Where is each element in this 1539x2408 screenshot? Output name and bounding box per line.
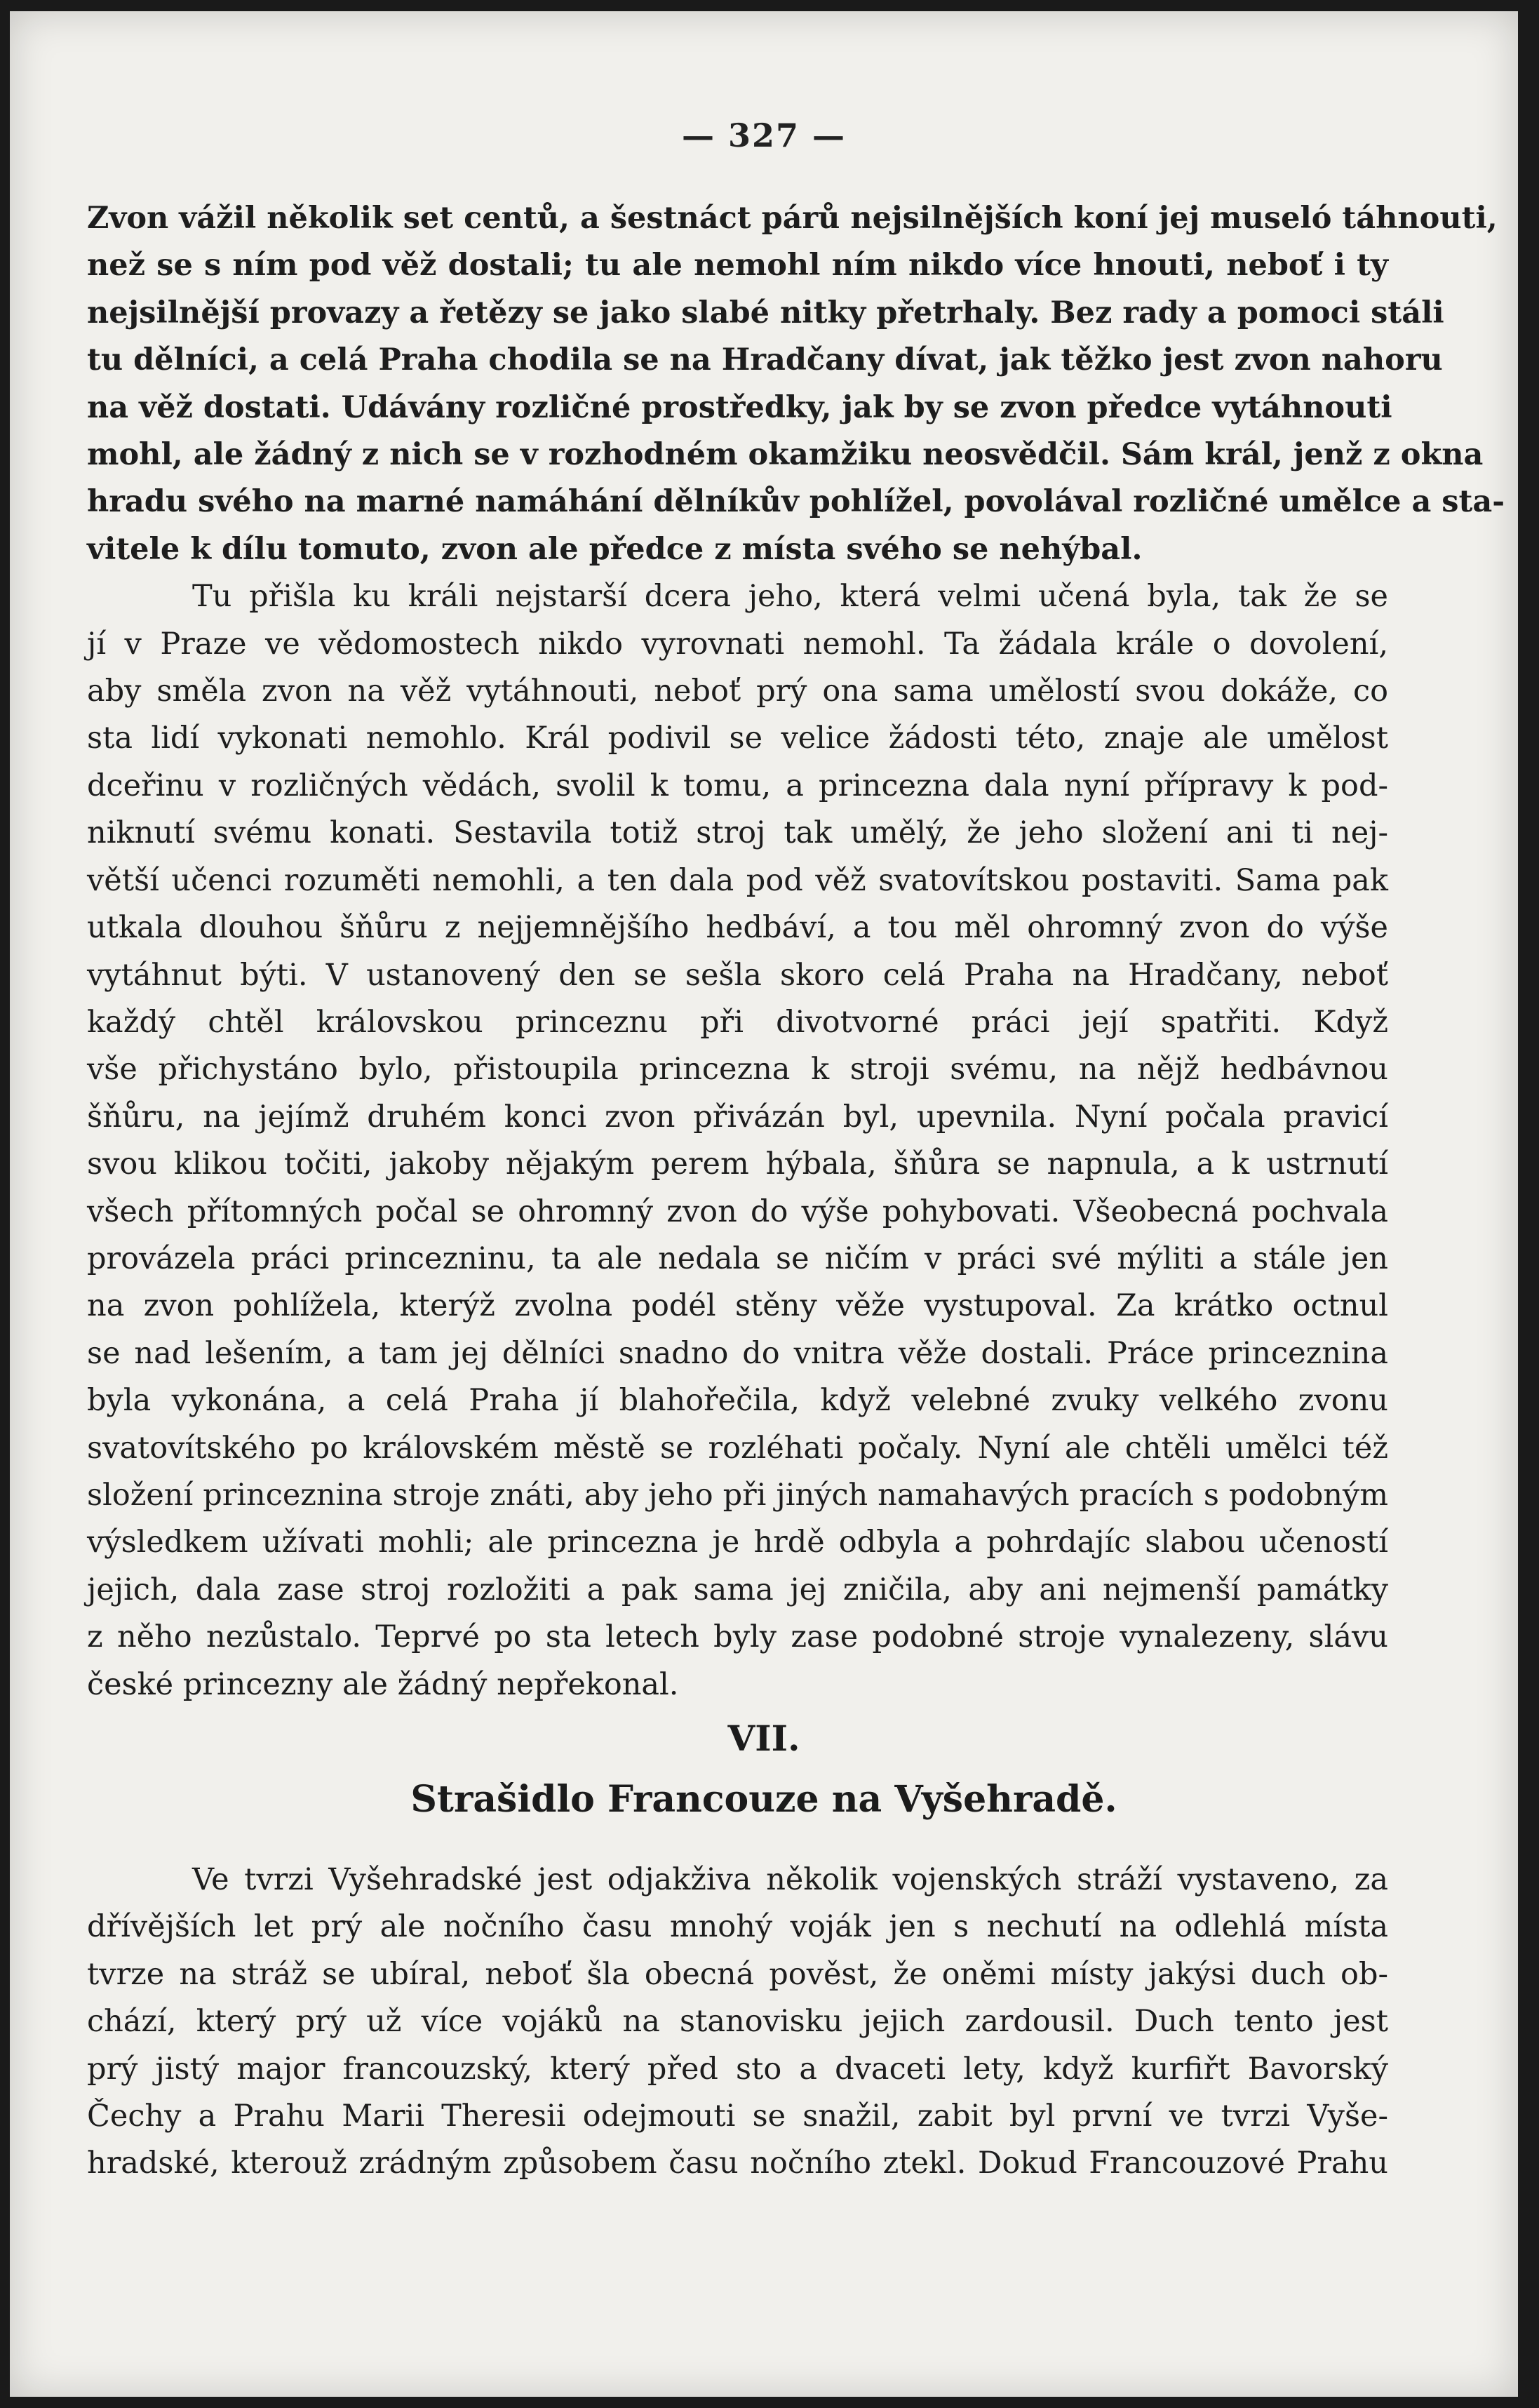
text-line: prý jistý major francouzský, který před sto a dvaceti lety, když kurfiřt Bavorský: [87, 2051, 1388, 2087]
text-line: české princezny ale žádný nepřekonal.: [87, 1666, 679, 1702]
text-line: aby směla zvon na věž vytáhnouti, neboť prý ona sama umělostí svou dokáže, co: [87, 674, 1388, 709]
text-line: utkala dlouhou šňůru z nejjemnějšího hedbáví, a tou měl ohromný zvon do výše: [87, 910, 1388, 946]
text-line: na zvon pohlížela, kterýž zvolna podél stěny věže vystupoval. Za krátko octnul: [87, 1288, 1388, 1324]
paragraph-2: [87, 573, 1388, 1708]
text-line: sta lidí vykonati nemohlo. Král podivil se velice žádosti této, znaje ale umělost: [87, 721, 1388, 756]
text-line: dceřinu v rozličných vědách, svolil k tomu, a princezna dala nyní přípravy k pod-: [87, 768, 1388, 803]
text-line: Zvon vážil několik set centů, a šestnáct párů nejsilnějších koní jej museló táhnouti,: [87, 201, 1498, 236]
text-line: hradské, kterouž zrádným způsobem času nočního ztekl. Dokud Francouzové Prahu: [87, 2146, 1388, 2181]
text-line: chází, který prý už více vojáků na stanovisku jejich zardousil. Duch tento jest: [87, 2004, 1388, 2040]
text-line: větší učenci rozuměti nemohli, a ten dala pod věž svatovítskou postaviti. Sama pak: [87, 862, 1388, 898]
text-line: mohl, ale žádný z nich se v rozhodném okamžiku neosvědčil. Sám král, jenž z okna: [87, 437, 1484, 473]
text-line: šňůru, na jejímž druhém konci zvon přivázán byl, upevnila. Nyní počala pravicí: [87, 1099, 1388, 1135]
text-line: dřívějších let prý ale nočního času mnohý voják jen s nechutí na odlehlá místa: [87, 1909, 1388, 1945]
text-line: vitele k dílu tomuto, zvon ale předce z místa svého se nehýbal.: [87, 531, 1143, 567]
text-line: výsledkem užívati mohli; ale princezna je hrdě odbyla a pohrdajíc slabou učeností: [87, 1525, 1388, 1560]
chapter-text: [87, 1857, 1388, 2188]
book-page: [10, 11, 1518, 2397]
text-line: všech přítomných počal se ohromný zvon do výše pohybovati. Všeobecná pochvala: [87, 1193, 1388, 1229]
text-line: nejsilnější provazy a řetězy se jako slabé nitky přetrhaly. Bez rady a pomoci stáli: [87, 295, 1444, 330]
text-line: se nad lešením, a tam jej dělníci snadno do vnitra věže dostali. Práce princeznina: [87, 1335, 1388, 1371]
paragraph-3: [87, 1857, 1388, 2188]
text-line: niknutí svému konati. Sestavila totiž stroj tak umělý, že jeho složení ani ti nej-: [87, 815, 1388, 851]
text-line: jí v Praze ve vědomostech nikdo vyrovnati nemohl. Ta žádala krále o dovolení,: [87, 626, 1388, 662]
text-line: Čechy a Prahu Marii Theresii odejmouti se snažil, zabit byl první ve tvrzi Vyše-: [87, 2099, 1388, 2134]
text-line: byla vykonána, a celá Praha jí blahořečila, když velebné zvuky velkého zvonu: [87, 1383, 1388, 1419]
text-line: z něho nezůstalo. Teprvé po sta letech byly zase podobné stroje vynalezeny, slávu: [87, 1619, 1388, 1655]
paragraph-1: [87, 195, 1505, 573]
text-line: hradu svého na marné namáhání dělníkův pohlížel, povolával rozličné umělce a sta-: [87, 484, 1505, 520]
chapter-title: Strašidlo Francouze na Vyšehradě.: [410, 1778, 1117, 1821]
text-line: než se s ním pod věž dostali; tu ale nemohl ním nikdo více hnouti, neboť i ty: [87, 248, 1388, 283]
page-number: — 327 —: [681, 116, 847, 154]
text-line: svatovítského po královském městě se rozléhati počaly. Nyní ale chtěli umělci též: [87, 1430, 1388, 1466]
text-line: složení princeznina stroje znáti, aby jeho při jiných namahavých pracích s podobným: [87, 1477, 1388, 1513]
text-line: tvrze na stráž se ubíral, neboť šla obecná pověst, že oněmi místy jakýsi duch ob-: [87, 1956, 1388, 1992]
text-line: tu dělníci, a celá Praha chodila se na Hradčany dívat, jak těžko jest zvon nahoru: [87, 342, 1443, 378]
text-line: svou klikou točiti, jakoby nějakým perem hýbala, šňůra se napnula, a k ustrnutí: [87, 1146, 1388, 1182]
main-text: [87, 195, 1505, 1708]
text-line: na věž dostati. Udávány rozličné prostředky, jak by se zvon předce vytáhnouti: [87, 389, 1392, 425]
chapter-number: VII.: [727, 1718, 800, 1759]
text-line: provázela práci princezninu, ta ale nedala se ničím v práci své mýliti a stále jen: [87, 1240, 1388, 1276]
text-line: jejich, dala zase stroj rozložiti a pak sama jej zničila, aby ani nejmenší památky: [87, 1572, 1388, 1607]
text-line: vytáhnut býti. V ustanovený den se sešla skoro celá Praha na Hradčany, neboť: [87, 957, 1388, 993]
text-line: vše přichystáno bylo, přistoupila princezna k stroji svému, na nějž hedbávnou: [87, 1052, 1388, 1088]
text-line: Tu přišla ku králi nejstarší dcera jeho, která velmi učená byla, tak že se: [192, 579, 1388, 615]
text-line: každý chtěl královskou princeznu při divotvorné práci její spatřiti. Když: [87, 1004, 1388, 1040]
text-line: Ve tvrzi Vyšehradské jest odjakživa několik vojenských stráží vystaveno, za: [192, 1862, 1388, 1897]
